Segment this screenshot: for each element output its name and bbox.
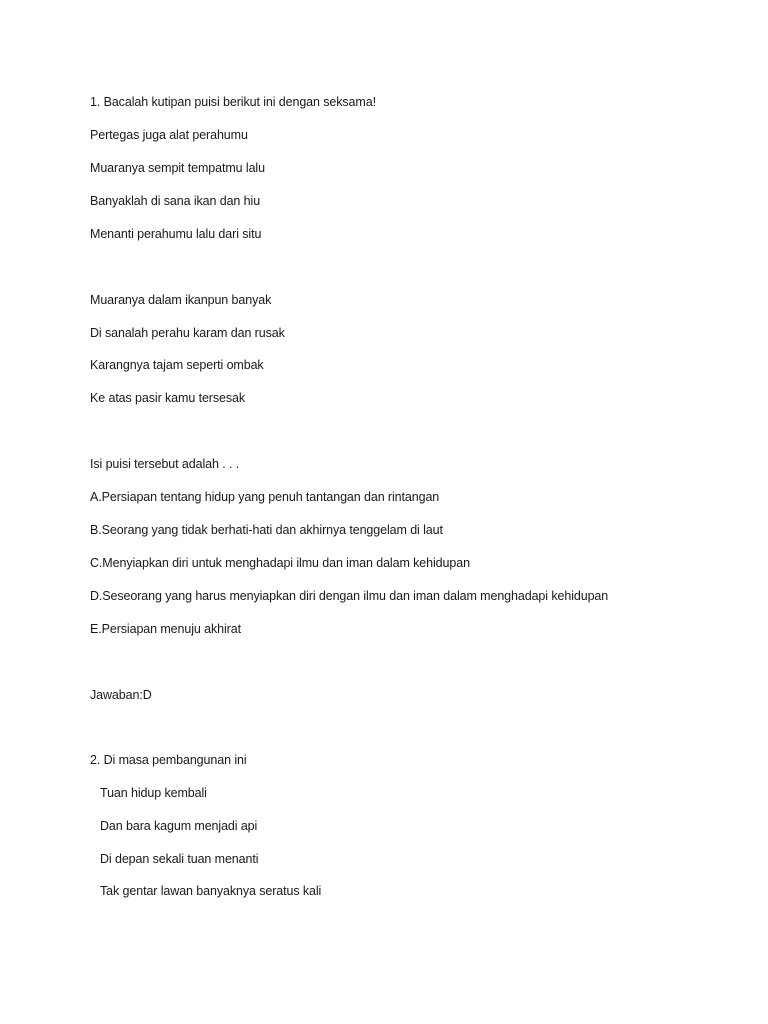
q1-stanza2-line-4: Ke atas pasir kamu tersesak (90, 391, 246, 405)
q1-stanza2-line-3: Karangnya tajam seperti ombak (90, 358, 264, 372)
q1-stanza1-line-4: Menanti perahumu lalu dari situ (90, 227, 262, 241)
q1-stanza1-line-3: Banyaklah di sana ikan dan hiu (90, 194, 261, 208)
q1-prompt: 1. Bacalah kutipan puisi berikut ini dengan seksama! (90, 95, 376, 109)
q1-question: Isi puisi tersebut adalah . . . (90, 457, 240, 471)
q2-line-2: Dan bara kagum menjadi api (100, 819, 258, 833)
q1-option-c: C.Menyiapkan diri untuk menghadapi ilmu dan iman dalam kehidupan (90, 556, 470, 570)
q1-stanza1-line-2: Muaranya sempit tempatmu lalu (90, 161, 265, 175)
q1-stanza2-line-1: Muaranya dalam ikanpun banyak (90, 293, 272, 307)
q1-stanza1-line-1: Pertegas juga alat perahumu (90, 128, 248, 142)
q2-line-3: Di depan sekali tuan menanti (100, 852, 259, 866)
q1-option-e: E.Persiapan menuju akhirat (90, 622, 241, 636)
q1-option-b: B.Seorang yang tidak berhati-hati dan akhirnya tenggelam di laut (90, 523, 443, 537)
q1-answer: Jawaban:D (90, 688, 152, 702)
q1-option-d: D.Seseorang yang harus menyiapkan diri dengan ilmu dan iman dalam menghadapi kehidupan (90, 589, 609, 603)
q1-stanza2-line-2: Di sanalah perahu karam dan rusak (90, 326, 285, 340)
q1-option-a: A.Persiapan tentang hidup yang penuh tantangan dan rintangan (90, 490, 440, 504)
q2-line-4: Tak gentar lawan banyaknya seratus kali (100, 884, 322, 898)
q2-prompt: 2. Di masa pembangunan ini (90, 753, 247, 767)
q2-line-1: Tuan hidup kembali (100, 786, 207, 800)
